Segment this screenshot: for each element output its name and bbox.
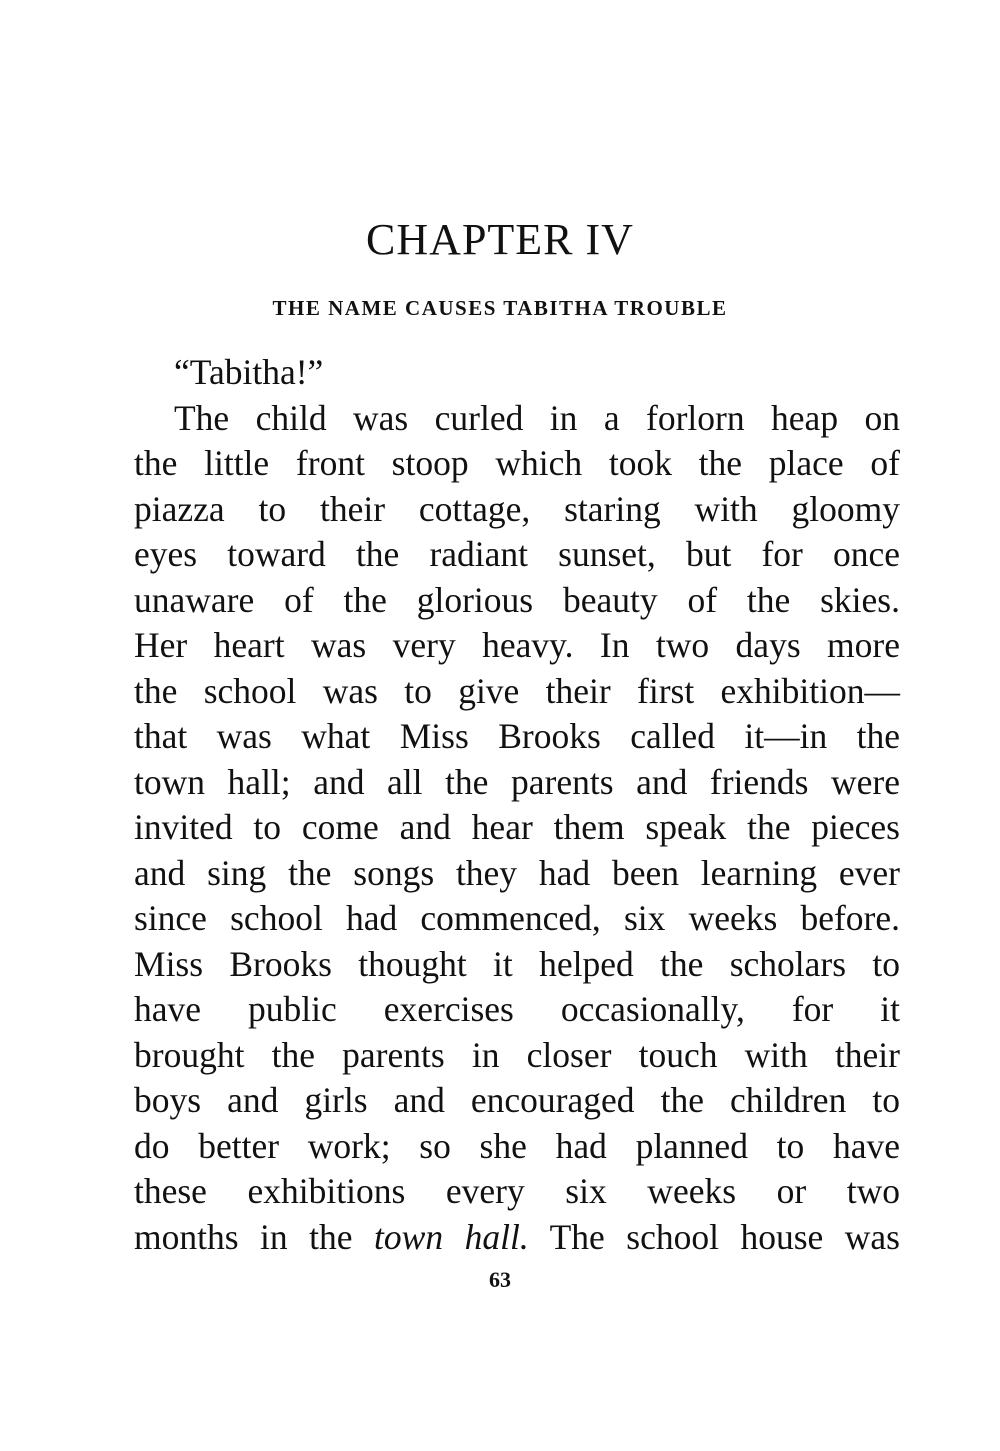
page-number: 63 xyxy=(489,1267,511,1292)
text-line: unaware of the glorious beauty of the skies. xyxy=(134,579,900,620)
text-line: have public exercises occasionally, for it xyxy=(134,989,900,1029)
text-segment: The school house was xyxy=(528,1216,900,1257)
text-line: Miss Brooks thought it helped the scholars to xyxy=(134,943,900,984)
text-line: since school had commenced, six weeks before. xyxy=(134,898,900,938)
text-segment: months in the xyxy=(134,1216,375,1257)
text-line: town hall; and all the parents and friends were xyxy=(134,761,900,802)
text-line: piazza to their cottage, staring with gloomy xyxy=(134,488,900,529)
text-line: that was what Miss Brooks called it—in the xyxy=(134,716,900,756)
text-line: the little front stoop which took the place of xyxy=(134,443,900,483)
italic-text: town hall. xyxy=(374,1216,529,1257)
chapter-subtitle: THE NAME CAUSES TABITHA TROUBLE xyxy=(272,296,728,320)
body-text xyxy=(134,350,900,1260)
text-line-last xyxy=(134,1215,900,1261)
text-line: do better work; so she had planned to have xyxy=(134,1125,900,1166)
text-line: eyes toward the radiant sunset, but for once xyxy=(134,534,900,574)
text-line: and sing the songs they had been learning ever xyxy=(134,852,900,893)
text-line: The child was curled in a forlorn heap on xyxy=(174,397,900,438)
text-line: these exhibitions every six weeks or two xyxy=(134,1171,900,1211)
text-line: brought the parents in closer touch with their xyxy=(134,1034,900,1075)
text-line: Her heart was very heavy. In two days more xyxy=(134,625,900,665)
text-line: the school was to give their first exhibition— xyxy=(134,670,900,711)
text-line: boys and girls and encouraged the children to xyxy=(134,1080,900,1120)
text-line: “Tabitha!” xyxy=(174,352,324,392)
text-line: invited to come and hear them speak the pieces xyxy=(134,807,900,847)
chapter-title: CHAPTER IV xyxy=(366,215,634,264)
